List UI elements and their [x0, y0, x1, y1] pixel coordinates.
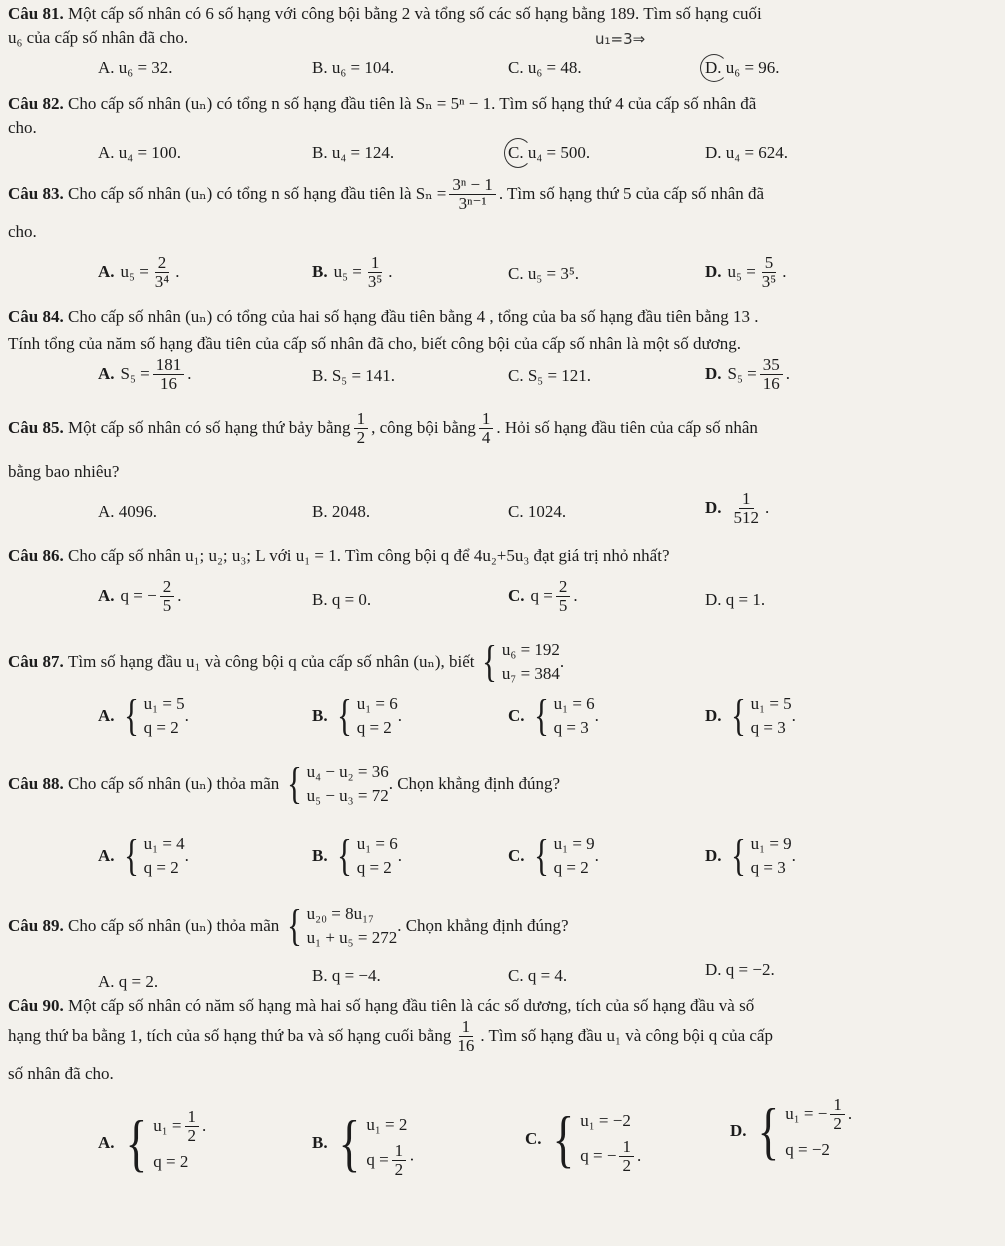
question-number: Câu 82. — [8, 94, 64, 113]
q82-option-a[interactable]: A. u₄ = 100. — [98, 143, 182, 162]
fraction: $\frac{\text{3ⁿ − 1}}{\text{3ⁿ⁻¹}}$ — [449, 176, 495, 213]
q83-option-b[interactable]: B. u₅ = $\frac{1}{\text{3⁵}}$ . — [312, 253, 393, 291]
question-number: Câu 90. — [8, 996, 64, 1015]
question-number: Câu 89. — [8, 916, 64, 935]
question-number: Câu 87. — [8, 652, 64, 671]
q89-option-a[interactable]: A. q = 2. — [98, 972, 159, 991]
q82-option-d[interactable]: D. u₄ = 624. — [705, 143, 789, 162]
question-83-line2: cho. — [8, 222, 37, 241]
question-86: Câu 86. Cho cấp số nhân u₁; u₂; u₃; L với u₁ = 1. Tìm công bội q để 4u₂+5u₃ đạt giá trị nhỏ nhất? — [8, 546, 670, 565]
q82-option-c[interactable]: C. u₄ = 500. — [508, 143, 591, 162]
question-number: Câu 81. — [8, 4, 64, 23]
q84-option-b[interactable]: B. S₅ = 141. — [312, 366, 396, 385]
q89-option-c[interactable]: C. q = 4. — [508, 966, 568, 985]
question-number: Câu 83. — [8, 184, 64, 204]
question-82-line2: cho. — [8, 118, 37, 137]
question-87: Câu 87. Tìm số hạng đầu u₁ và công bội q của cấp số nhân (uₙ), biết { u₆ = 192 u₇ = 384 . — [8, 637, 565, 686]
q89-option-d[interactable]: D. q = −2. — [705, 960, 775, 979]
q88-option-c[interactable]: C. { u₁ = 9 q = 2 . — [508, 831, 599, 880]
question-89: Câu 89. Cho cấp số nhân (uₙ) thỏa mãn { u₂₀ = 8u₁₇ u₁ + u₅ = 272 . Chọn khẳng định đúng? — [8, 901, 569, 950]
q90-option-b[interactable]: B. { u₁ = 2 q = $\frac{1}{2}$ · — [312, 1107, 415, 1179]
q90-option-d[interactable]: D. { u₁ = − $\frac{1}{2}$ . q = −2 — [730, 1095, 853, 1167]
question-number: Câu 84. — [8, 307, 64, 326]
q87-option-b[interactable]: B. { u₁ = 6 q = 2 . — [312, 691, 402, 740]
q81-option-a[interactable]: A. u₆ = 32. — [98, 58, 173, 77]
q87-option-d[interactable]: D. { u₁ = 5 q = 3 . — [705, 691, 796, 740]
q87-option-a[interactable]: A. { u₁ = 5 q = 2 . — [98, 691, 189, 740]
q84-option-d[interactable]: D. S₅ = $\frac{35}{16}$ . — [705, 355, 790, 393]
equation-system: { u₄ − u₂ = 36 u₅ − u₃ = 72 — [286, 759, 389, 808]
question-85-line2: bằng bao nhiêu? — [8, 462, 120, 481]
q88-option-d[interactable]: D. { u₁ = 9 q = 3 . — [705, 831, 796, 880]
q85-option-a[interactable]: A. 4096. — [98, 502, 158, 521]
question-90-line2: hạng thứ ba bằng 1, tích của số hạng thứ ba và số hạng cuối bằng $\frac{1}{16}$ . Tìm số hạng đầu u₁ và công bội q của cấp — [8, 1017, 773, 1055]
q85-option-c[interactable]: C. 1024. — [508, 502, 567, 521]
q85-option-d[interactable]: D. $\frac{1}{512}$ . — [705, 489, 770, 527]
question-85: Câu 85. Một cấp số nhân có số hạng thứ bảy bằng $\frac{1}{2}$ , công bội bằng $\frac{1}{4}$ . Hỏi số hạng đầu tiên của cấp số nhân — [8, 409, 758, 447]
answer-circle-mark — [504, 138, 532, 168]
q89-option-b[interactable]: B. q = −4. — [312, 966, 381, 985]
question-81-line2: u₆ của cấp số nhân đã cho. — [8, 28, 189, 47]
question-81 — [8, 4, 762, 24]
q84-option-c[interactable]: C. S₅ = 121. — [508, 366, 592, 385]
question-90: Câu 90. Một cấp số nhân có năm số hạng mà hai số hạng đầu tiên là các số dương, tích của số hạng đầu và số — [8, 996, 755, 1015]
question-number: Câu 86. — [8, 546, 64, 565]
q87-option-c[interactable]: C. { u₁ = 6 q = 3 . — [508, 691, 599, 740]
q85-option-b[interactable]: B. 2048. — [312, 502, 371, 521]
q88-option-a[interactable]: A. { u₁ = 4 q = 2 . — [98, 831, 189, 880]
equation-system: { u₆ = 192 u₇ = 384 — [481, 637, 560, 686]
equation-system: { u₂₀ = 8u₁₇ u₁ + u₅ = 272 — [286, 901, 398, 950]
question-84: Câu 84. Cho cấp số nhân (uₙ) có tổng của hai số hạng đầu tiên bằng 4 , tổng của ba số hạng đầu tiên bằng 13 . — [8, 307, 759, 326]
q86-option-b[interactable]: B. q = 0. — [312, 590, 372, 609]
handwritten-note: u₁=3⇒ — [595, 30, 646, 48]
question-number: Câu 88. — [8, 774, 64, 793]
question-83: Câu 83. Cho cấp số nhân (uₙ) có tổng n số hạng đầu tiên là Sₙ = $\frac{\text{3ⁿ − 1}}{\text{3ⁿ⁻¹}}$ . Tìm số hạng thứ 5 của cấp số nhân đã — [8, 175, 765, 213]
q90-option-c[interactable]: C. { u₁ = −2 q = − $\frac{1}{2}$ . — [525, 1103, 642, 1175]
question-90-line3: số nhân đã cho. — [8, 1064, 114, 1083]
q86-option-c[interactable]: C. q = $\frac{2}{5}$ . — [508, 577, 578, 615]
q86-option-d[interactable]: D. q = 1. — [705, 590, 766, 609]
q81-option-c[interactable]: C. u₆ = 48. — [508, 58, 582, 77]
q90-option-a[interactable]: A. { u₁ = $\frac{1}{2}$ . q = 2 — [98, 1107, 207, 1179]
q83-option-c[interactable]: C. u₅ = 3⁵. — [508, 264, 580, 283]
q81-option-d[interactable]: D. u₆ = 96. — [705, 58, 780, 77]
q88-option-b[interactable]: B. { u₁ = 6 q = 2 . — [312, 831, 402, 880]
question-88: Câu 88. Cho cấp số nhân (uₙ) thỏa mãn { u₄ − u₂ = 36 u₅ − u₃ = 72 . Chọn khẳng định đúng? — [8, 759, 561, 808]
q83-option-d[interactable]: D. u₅ = $\frac{5}{\text{3⁵}}$ . — [705, 253, 787, 291]
q83-option-a[interactable]: A. u₅ = $\frac{2}{\text{3⁴}}$ . — [98, 253, 180, 291]
q86-option-a[interactable]: A. q = − $\frac{2}{5}$ . — [98, 577, 182, 615]
question-82: Câu 82. Cho cấp số nhân (uₙ) có tổng n số hạng đầu tiên là Sₙ = 5ⁿ − 1. Tìm số hạng thứ 4 của cấp số nhân đã — [8, 94, 757, 113]
answer-circle-mark — [700, 54, 728, 82]
q84-option-a[interactable]: A. S₅ = $\frac{181}{16}$ . — [98, 355, 192, 393]
q82-option-b[interactable]: B. u₄ = 124. — [312, 143, 395, 162]
question-text: Một cấp số nhân có 6 số hạng với công bội bằng 2 và tổng số các số hạng bằng 189. Tìm số hạng cuối — [67, 4, 762, 23]
q81-option-b[interactable]: B. u₆ = 104. — [312, 58, 395, 77]
question-84-line2: Tính tổng của năm số hạng đầu tiên của cấp số nhân đã cho, biết công bội của cấp số nhân là một số dương. — [8, 334, 741, 353]
question-number: Câu 85. — [8, 418, 64, 438]
